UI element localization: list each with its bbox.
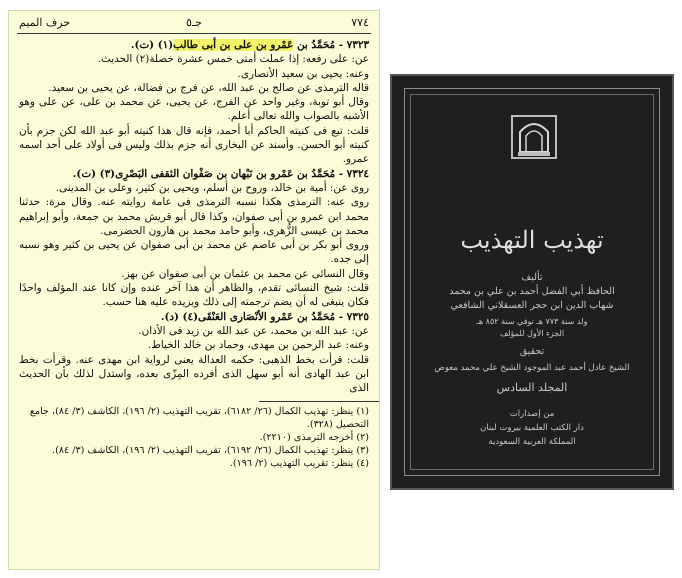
entry-line: قلت: قرأت بخط الذهبى: حكمه العدالة يعنى لرواية ابن مهدى عنه. وقرأت بخط ابن عبد الهادى أنه أبو سهل الذى أفرده المِزّى بعده، واستدل لذلك بأن الحديث الذى <box>19 353 369 395</box>
cover-author-label: تأليف <box>521 272 543 283</box>
book-page <box>8 10 380 570</box>
cover-author-line: الحافظ أبي الفضل أحمد بن علي بن محمد <box>449 286 615 297</box>
page-number: ٧٧٤ <box>351 16 369 29</box>
entry-title: ٧٣٢٤ - مُحَمَّدُ بن عَمْرو بن نَبْهان بن صَفْوان الثقفى البَصْرِى(٣) (ت). <box>72 167 369 180</box>
cover-volume: المجلد السادس <box>496 381 568 394</box>
cover-dates: ولد سنة ٧٧٣ هـ توفي سنة ٨٥٢ هـ <box>476 317 588 326</box>
entry-line: قاله الترمذى عن صالح بن عبد الله، عن فرج بن فضالة، عن يحيى بن سعيد. <box>48 81 369 94</box>
footnote: (١) ينظر: تهذيب الكمال (٢٦/ ٦١٨٢)، تقريب التهذيب (٢/ ١٩٦)، الكاشف (٣/ ٨٤)، جامع التحصيل (٣٢٨). <box>29 406 369 431</box>
footnotes <box>9 405 379 470</box>
section-title: حرف الميم <box>19 16 71 29</box>
page-body <box>9 34 379 395</box>
entry-line: روى عن: أمية بن خالد، وروح بن أسلم، ويحيى بن كثير، وعلى بن المدينى. <box>55 181 369 194</box>
entry-title: ٧٣٢٥ - مُحَمَّدُ بن عَمْرو الأنْصَارى العَنْقَى(٤) (د). <box>160 310 369 323</box>
book-cover <box>390 74 674 490</box>
footnote: (٣) ينظر: تهذيب الكمال (٢٦/ ٦١٩٢)، تقريب التهذيب (٢/ ١٩٦)، الكاشف (٣/ ٨٤). <box>52 445 369 457</box>
emblem-icon <box>504 106 564 166</box>
cover-author-line: شهاب الدين ابن حجر العسقلاني الشافعي <box>450 300 614 311</box>
entry-line: وقال النسائى عن محمد بن عثمان بن أبى صفوان عن بهز. <box>121 267 369 280</box>
entry-line: عن: على رفعه: إذا عملت أمتى خمس عشرة خصلة(٢) الحديث. <box>97 53 369 66</box>
entry-line: وعنه: عبد الرحمن بن مهدى، وحماد بن خالد الخياط. <box>147 339 369 352</box>
highlighted-name: عَمْرو بن على بن أبى طالب <box>173 39 294 51</box>
entry-title: ٧٣٢٣ - مُحَمَّدُ بن عَمْرو بن على بن أبى طالب(١) (ت). <box>130 39 369 51</box>
entry-line: روى عنه: الترمذى هكذا نسبه الترمذى فى عامة روايته عنه. وقال مرة: حدثنا محمد ابن عمرو بن أبى صفوان، وكذا قال أبو قريش محمد بن جمعة، وأبو إبراهيم محمد بن عيسى الزُّهرى، وأبو حامد محمد بن هارون الحضرمى. <box>19 196 369 237</box>
cover-publisher: دار الكتب العلمية بيروت لبنان <box>480 423 584 433</box>
cover-tahqiq-label: تحقيق <box>519 346 545 357</box>
cover-title: تهذيب التهذيب <box>460 226 604 254</box>
cover-publisher-label: من إصدارات <box>509 409 555 419</box>
page-header <box>17 15 371 34</box>
entry-line: وعنه: يحيى بن سعيد الأنصارى. <box>237 67 369 80</box>
footnote-separator <box>259 401 379 402</box>
volume-label: جـ٥ <box>186 16 202 29</box>
cover-editors: الشيخ عادل أحمد عبد الموجود الشيخ علي محمد معوض <box>434 363 630 373</box>
cover-dates: الجزء الأول للمؤلف <box>499 329 565 338</box>
entry-line: عن: عبد الله بن محمد، عن عبد الله بن زيد فى الأذان. <box>138 324 369 337</box>
entry-line: قلت: شيخ النسائى تقدم، والظاهر أن هذا آخر عنده وإن كانا عند المؤلف واحدًا فكان ينبغى له أن يضم ترجمته إلى ذلك ويزيده عليه هنا حسب. <box>19 282 369 309</box>
entry-line: قلت: تبع فى كنيته الحاكم أبا أحمد، فإنه قال هذا كنيته أبو عبد الله لكن جزم بأن كنيته أبو الحسن. وأسند عن البخارى أنه جزم بذلك وليس فى أولاد على أحد اسمه عمرو. <box>19 124 369 166</box>
entry-line: وروى أبو بكر بن أبى عاصم عن محمد بن أبى صفوان عن يحيى بن كثير وهو نسبه إلى جده. <box>19 239 369 266</box>
footnote: (٤) ينظر: تقريب التهذيب (٢/ ١٩٦). <box>229 458 369 470</box>
entry-line: وقال أبو توبة، وغير واحد عن الفرج، عن يحيى، عن محمد بن على، عن على وهو الأشبه بالصواب والله تعالى أعلم. <box>19 96 369 123</box>
footnote: (٢) أخرجه الترمذى (٢٢١٠). <box>259 432 369 444</box>
cover-publisher: المملكة العربية السعودية <box>488 437 576 447</box>
